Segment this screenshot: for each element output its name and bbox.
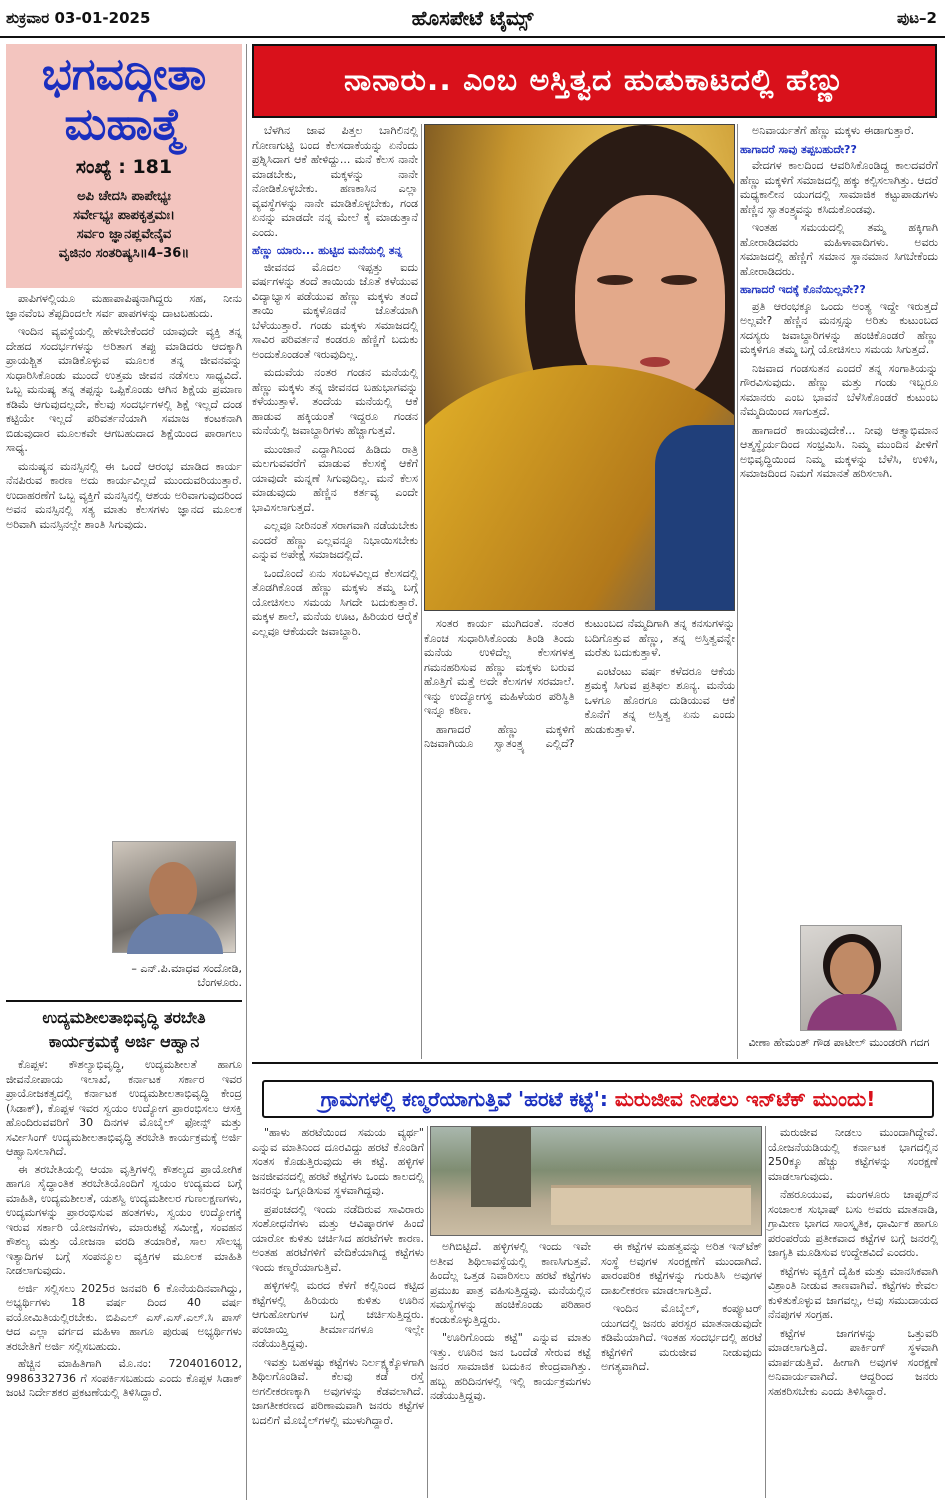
training-notice — [6, 1000, 242, 1404]
shloka-line: ವೃಜಿನಂ ಸಂತರಿಷ್ಯಸಿ॥4–36॥ — [58, 246, 190, 261]
heritage-headline — [262, 1080, 934, 1118]
subheading: ಹಾಗಾದರೆ ಸಾವು ತಪ್ಪಬಹುದೇ?? — [740, 142, 857, 156]
notice-headline-2: ಕಾರ್ಯಕ್ರಮಕ್ಕೆ ಅರ್ಜಿ ಆಹ್ವಾನ — [48, 1032, 200, 1051]
paragraph: ಕೊಪ್ಪಳ: ಕೌಶಲ್ಯಾಭಿವೃದ್ಧಿ, ಉದ್ಯಮಶೀಲತೆ ಹಾಗೂ ಜೀವನೋಪಾಯ ಇಲಾಖೆ, ಕರ್ನಾಟಕ ಸರ್ಕಾರ ಇವರ ಪ್ರಾಯೋಜಕತ್ವದಲ್ಲಿ ಕರ್ನಾಟಕ ಉದ್ಯಮಶೀಲತಾಭಿವೃದ್ಧಿ ಕೇಂದ್ರ (ಸಿಡಾಕ್), ಕೊಪ್ಪಳ ಇವರ ಸ್ವಯಂ ಉದ್ಯೋಗ ಪ್ರಾರಂಭಿಸಲು ಆಸಕ್ತಿ ಹೊಂದಿರುವವರಿಗೆ 30 ದಿನಗಳ ಮೊಬೈಲ್ ಫೋನ್ಸ್ ಮತ್ತು ಸರ್ವೀಸಿಂಗ್ ಉದ್ಯಮಶೀಲತಾಭಿವೃದ್ಧಿ ತರಬೇತಿ ಕಾರ್ಯಕ್ರಮಕ್ಕೆ ಅರ್ಜಿ ಆಹ್ವಾನಿಸಲಾಗಿದೆ. — [6, 1058, 242, 1158]
newspaper-name: ಹೊಸಪೇಟೆ ಟೈಮ್ಸ್ — [411, 6, 534, 30]
paragraph: ಪಾಪಿಗಳಲ್ಲಿಯೂ ಮಹಾಪಾಪಿಷ್ಠನಾಗಿದ್ದರು ಸಹ, ನೀನು ಜ್ಞಾನವೆಂಬ ತೆಪ್ಪದಿಂದಲೇ ಸರ್ವ ಪಾಪಗಳನ್ನು ದಾಟಬಹುದು. — [6, 292, 242, 320]
page-number: ಪುಟ–2 — [897, 9, 937, 27]
writer-name: ವೀಣಾ ಹೇಮಂತ್ ಗೌಡ ಪಾಟೀಲ್ — [748, 1036, 866, 1049]
gita-box — [6, 44, 242, 288]
author-photo — [112, 841, 236, 953]
paragraph: ನಿಜವಾದ ಗಂಡಸುತನ ಎಂದರೆ ತನ್ನ ಸಂಗಾತಿಯನ್ನು ಗೌರವಿಸುವುದು. ಹೆಣ್ಣು ಮತ್ತು ಗಂಡು ಇಬ್ಬರೂ ಸಮಾನರು ಎಂಬ ಭಾವನೆ ಬೆಳೆಸಿಕೊಂಡರೆ ಕುಟುಂಬ ನೆಮ್ಮದಿಯಿಂದ ಸಾಗುತ್ತದೆ. — [740, 361, 938, 418]
gita-title-1: ಭಗವದ್ಗೀತಾ — [41, 49, 207, 100]
writer-byline — [740, 1036, 938, 1050]
shloka-line: ಸರ್ವಂ ಜ್ಞಾನಪ್ಲವೇನೈವ — [76, 227, 172, 242]
gita-title-2: ಮಹಾತ್ಮೆ — [64, 99, 184, 150]
paragraph: ಪ್ರಪಂಚದಲ್ಲಿ ಇಂದು ನಡೆದಿರುವ ಸಾವಿರಾರು ಸಂಶೋಧನೆಗಳು ಮತ್ತು ಆವಿಷ್ಕಾರಗಳ ಹಿಂದೆ ಯಾರೋ ಕುಳಿತು ಚರ್ಚಿಸಿದ ಹರಟೆಗಳೇ ಕಾರಣ. ಅಂತಹ ಹರಟೆಗಳಿಗೆ ವೇದಿಕೆಯಾಗಿದ್ದ ಕಟ್ಟೆಗಳು ಇಂದು ಕಣ್ಮರೆಯಾಗುತ್ತಿವೆ. — [252, 1202, 424, 1274]
section-divider — [252, 1062, 938, 1064]
heritage-column-1 — [252, 1126, 424, 1432]
author-name: – ಎನ್.ಪಿ.ಮಾಧವ ಸಂದೋಡಿ, — [131, 962, 242, 975]
paragraph: ಮದುವೆಯ ನಂತರ ಗಂಡನ ಮನೆಯಲ್ಲಿ ಹೆಣ್ಣು ಮಕ್ಕಳು ತನ್ನ ಜೀವನದ ಬಹುಭಾಗವನ್ನು ಕಳೆಯುತ್ತಾಳೆ. ತಂದೆಯ ಮನೆಯಲ್ಲಿ ಆಕೆ ಹಾಡುವ ಹಕ್ಕಿಯಂತೆ ಇದ್ದರೂ ಗಂಡನ ಮನೆಯಲ್ಲಿ ಜವಾಬ್ದಾರಿಗಳು ಹೆಚ್ಚಾಗುತ್ತವೆ. — [252, 366, 418, 437]
paragraph: ಮನುಷ್ಯನ ಮನಸ್ಸಿನಲ್ಲಿ ಈ ಒಂದೆ ಆರಂಭ ಮಾಡಿದ ಕಾರ್ಯ ನೆನಪಿರುವ ಕಾರಣ ಅದು ಕಾರ್ಯವಿಲ್ಲದೆ ಮುಂದುವರಿಯುತ್ತಾರೆ. ಉದಾಹರಣೆಗೆ ಒಬ್ಬ ವ್ಯಕ್ತಿಗೆ ಮನಸ್ಸಿನಲ್ಲಿ ಆಶಯ ಅರಿವಾಗುವುದರಿಂದ ಅವನ ಮನಸ್ಸಿನಲ್ಲಿ ಸತ್ಯ ಮಾತು ಕೆಲಸಗಳು ಜ್ಞಾನದ ಮೂಲಕ ಅರಿವಾಗಿ ಮನಸ್ಸಿನಲ್ಲೇ ಶಾಂತಿ ಸಿಗುವುದು. — [6, 459, 242, 531]
gita-article — [6, 292, 242, 536]
shloka-line: ಅಪಿ ಚೇದಸಿ ಪಾಪೇಭ್ಯಃ — [77, 189, 171, 204]
paragraph: ಇಂದಿನ ವ್ಯವಸ್ಥೆಯಲ್ಲಿ ಹೇಳಬೇಕೆಂದರೆ ಯಾವುದೇ ವ್ಯಕ್ತಿ ತನ್ನ ದೇಹದ ಸಂದರ್ಭಗಳನ್ನು ಅರಿತಾಗ ತಪ್ಪು ಮಾಡಿದರು ಆದಕ್ಕಾಗಿ ಪ್ರಾಯಶ್ಚಿತ ಮಾಡಿಕೊಳ್ಳುವ ಮೂಲಕ ತನ್ನ ಜೀವನವನ್ನು ಸುಧಾರಿಸಿಕೊಂಡು ಮುಂದೆ ಉತ್ತಮ ಜೀವನ ನಡೆಸಲು ಸಾಧ್ಯವಿದೆ. ಒಬ್ಬ ಮನುಷ್ಯ ತನ್ನ ತಪ್ಪನ್ನು ಒಪ್ಪಿಕೊಂಡು ಆಗಿನ ಶಿಕ್ಷೆಯ ಪ್ರಮಾಣ ಕಡಿಮೆ ಆಗುವುದಲ್ಲದೇ, ಕೆಲವು ಸಂದರ್ಭಗಳಲ್ಲಿ ಶಿಕ್ಷೆ ಇಲ್ಲದೆ ದಂಡ ಕಟ್ಟಿಯೇ ಇಲ್ಲದೆ ಪರಿವರ್ತನೆಯಾಗಿ ಸಮಾಜ ಕಂಟಕನಾಗಿ ಬಿಡುವುದಾರ ಮೂಲಕವೇ ಆಗಬಹುದಾದ ಶಿಕ್ಷೆಯಿಂದ ಪಾರಾಗಲು ಸಾಧ್ಯ. — [6, 325, 242, 454]
subheading: ಹೆಣ್ಣು ಯಾರು... ಹುಟ್ಟಿದ ಮನೆಯಲ್ಲಿ ತನ್ನ — [252, 244, 403, 257]
paragraph: "ಹಾಳು ಹರಟೆಯಿಂದ ಸಮಯ ವ್ಯರ್ಥ" ಎನ್ನುವ ಮಾತಿನಿಂದ ದೂರವಿದ್ದು ಹರಟೆ ಕೊಂಡಿಗೆ ಸಂತಸ ಕೊಡುತ್ತಿರುವುದು ಈ ಕಟ್ಟೆ. ಹಳ್ಳಿಗಳ ಜನಜೀವನದಲ್ಲಿ ಹರಟೆ ಕಟ್ಟೆಗಳು ಒಂದು ಕಾಲದಲ್ಲಿ ಜನರನ್ನು ಒಗ್ಗೂಡಿಸುವ ಸ್ಥಳವಾಗಿದ್ದವು. — [252, 1126, 424, 1197]
paragraph: ಮರುಜೀವ ನೀಡಲು ಮುಂದಾಗಿದ್ದೇವೆ. ಯೋಜನೆಯಡಿಯಲ್ಲಿ ಕರ್ನಾಟಕ ಭಾಗದಲ್ಲಿನ 250ಕ್ಕೂ ಹೆಚ್ಚು ಕಟ್ಟೆಗಳನ್ನು ಸಂರಕ್ಷಣೆ ಮಾಡಲಾಗುವುದು. — [768, 1126, 938, 1183]
author-byline — [100, 962, 242, 990]
paragraph: ಒಂದೊಂದೆ ಏನು ಸಂಬಳವಿಲ್ಲದ ಕೆಲಸದಲ್ಲಿ ತೊಡಗಿಕೊಂಡ ಹೆಣ್ಣು ಮಕ್ಕಳು ತಮ್ಮ ಬಗ್ಗೆ ಯೋಚಿಸಲು ಸಮಯ ಸಿಗದೇ ಬದುಕುತ್ತಾರೆ. ಮಕ್ಕಳ ಶಾಲೆ, ಮನೆಯ ಊಟ, ಹಿರಿಯರ ಆರೈಕೆ ಎಲ್ಲವೂ ಆಕೆಯದೇ ಜವಾಬ್ದಾರಿ. — [252, 566, 418, 638]
issue-date: ಶುಕ್ರವಾರ 03-01-2025 — [6, 9, 151, 27]
shloka-line: ಸರ್ವೇಭ್ಯಃ ಪಾಪಕೃತ್ತಮಃ। — [73, 208, 175, 223]
woman-painting — [424, 124, 735, 611]
paragraph: ಕಟ್ಟೆಗಳು ವ್ಯಕ್ತಿಗೆ ದೈಹಿಕ ಮತ್ತು ಮಾನಸಿಕವಾಗಿ ವಿಶ್ರಾಂತಿ ನೀಡುವ ತಾಣವಾಗಿವೆ. ಕಟ್ಟೆಗಳು ಕೇವಲ ಕುಳಿತುಕೊಳ್ಳುವ ಜಾಗವಲ್ಲ, ಅವು ಸಮುದಾಯದ ನೆನಪುಗಳ ಸಂಗ್ರಹ. — [768, 1264, 938, 1321]
paragraph: ವೇದಗಳ ಕಾಲದಿಂದ ಆವರಿಸಿಕೊಂಡಿದ್ದ ಕಾಲದವರೆಗೆ ಹೆಣ್ಣು ಮಕ್ಕಳಿಗೆ ಸಮಾಜದಲ್ಲಿ ಹಕ್ಕು ಕಲ್ಪಿಸಲಾಗಿತ್ತು. ಆದರೆ ಮಧ್ಯಕಾಲೀನ ಯುಗದಲ್ಲಿ ಸಾಮಾಜಿಕ ಕಟ್ಟುಪಾಡುಗಳು ಹೆಣ್ಣಿನ ಸ್ವಾತಂತ್ರ್ಯವನ್ನು ಕಸಿದುಕೊಂಡವು. — [740, 159, 938, 216]
paragraph: ಎಂಟೆಂಟು ವರ್ಷ ಕಳೆದರೂ ಆಕೆಯ ಶ್ರಮಕ್ಕೆ ಸಿಗುವ ಪ್ರತಿಫಲ ಶೂನ್ಯ. ಮನೆಯ ಒಳಗೂ ಹೊರಗೂ ದುಡಿಯುವ ಆಕೆ ಕೊನೆಗೆ ತನ್ನ ಅಸ್ತಿತ್ವ ಏನು ಎಂದು ಹುಡುಕುತ್ತಾಳೆ. — [584, 664, 735, 736]
lead-column-3 — [740, 124, 938, 486]
paragraph: ಸಂತರ ಕಾರ್ಯ ಮುಗಿದಂತೆ. ನಂತರ ಕೊಂಚ ಸುಧಾರಿಸಿಕೊಂಡು ತಿಂಡಿ ತಿಂದು ಮನೆಯ ಉಳಿದೆಲ್ಲ ಕೆಲಸಗಳತ್ತ ಗಮನಹರಿಸುವ ಹೆಣ್ಣು ಮಕ್ಕಳು ಬರುವ ಹೊತ್ತಿಗೆ ಮತ್ತೆ ಅದೇ ಕೆಲಸಗಳ ಸರಮಾಲೆ. ಇನ್ನು ಉದ್ಯೋಗಸ್ಥ ಮಹಿಳೆಯರ ಪರಿಸ್ಥಿತಿ ಇನ್ನೂ ಕಠಿಣ. — [424, 617, 575, 717]
lead-headline: ನಾನಾರು.. ಎಂಬ ಅಸ್ತಿತ್ವದ ಹುಡುಕಾಟದಲ್ಲಿ ಹೆಣ್ಣು — [252, 44, 937, 118]
paragraph: ಮುಂಜಾನೆ ಎದ್ದಾಗಿನಿಂದ ಹಿಡಿದು ರಾತ್ರಿ ಮಲಗುವವರೆಗೆ ಮಾಡುವ ಕೆಲಸಕ್ಕೆ ಆಕೆಗೆ ಯಾವುದೇ ಮನ್ನಣೆ ಸಿಗುವುದಿಲ್ಲ. ಮನೆ ಕೆಲಸ ಮಾಡುವುದು ಹೆಣ್ಣಿನ ಕರ್ತವ್ಯ ಎಂದೇ ಭಾವಿಸಲಾಗುತ್ತದೆ. — [252, 442, 418, 514]
paragraph: ಇಂತಹ ಸಮಯದಲ್ಲಿ ತಮ್ಮ ಹಕ್ಕಿಗಾಗಿ ಹೋರಾಡಿದವರು ಮಹಿಳಾವಾದಿಗಳು. ಅವರು ಸಮಾಜದಲ್ಲಿ ಹೆಣ್ಣಿಗೆ ಸಮಾನ ಸ್ಥಾನಮಾನ ಸಿಗಬೇಕೆಂದು ಹೋರಾಡಿದರು. — [740, 221, 938, 278]
paragraph: ಜೀವನದ ಮೊದಲ ಇಪ್ಪತ್ತು ಐದು ವರ್ಷಗಳನ್ನು ತಂದೆ ತಾಯಿಯ ಜೊತೆ ಕಳೆಯುವ ವಿದ್ಯಾಭ್ಯಾಸ ಪಡೆಯುವ ಹೆಣ್ಣು ಮಕ್ಕಳು ತಂದೆ ತಾಯಿ ಮಕ್ಕಳೊಡನೆ ಜೊತೆಯಾಗಿ ಬೆಳೆಯುತ್ತಾರೆ. ಗಂಡು ಮಕ್ಕಳು ಸಮಾಜದಲ್ಲಿ ಸಾವಿರ ಪರಿವರ್ತನೆ ಕಂಡರೂ ಹೆಣ್ಣಿಗೆ ಬದುಕು ಅಂದುಕೊಂಡಂತೆ ಇರುವುದಿಲ್ಲ. — [252, 260, 418, 361]
paragraph: ಪ್ರತಿ ಆರಂಭಕ್ಕೂ ಒಂದು ಅಂತ್ಯ ಇದ್ದೇ ಇರುತ್ತದೆ ಅಲ್ಲವೇ? ಹೆಣ್ಣಿನ ಮನಸ್ಸನ್ನು ಅರಿತು ಕುಟುಂಬದ ಸದಸ್ಯರು ಜವಾಬ್ದಾರಿಗಳನ್ನು ಹಂಚಿಕೊಂಡರೆ ಹೆಣ್ಣು ಮಕ್ಕಳಿಗೂ ತಮ್ಮ ಬಗ್ಗೆ ಯೋಚಿಸಲು ಸಮಯ ಸಿಗುತ್ತದೆ. — [740, 299, 938, 356]
paragraph: ಬೆಳಗಿನ ಜಾವ ಪಿತ್ತಲ ಬಾಗಿಲಿನಲ್ಲಿ ಗೋಣಗುಟ್ಟಿ ಬಂದ ಕೆಲಸದಾಕೆಯನ್ನು ಏನೆಂದು ಪ್ರಶ್ನಿಸಿದಾಗ ಆಕೆ ಹೇಳಿದ್ದು... ಮನೆ ಕೆಲಸ ನಾನೇ ಮಾಡಬೇಕು, ಮಕ್ಕಳನ್ನು ನಾನೇ ನೋಡಿಕೊಳ್ಳಬೇಕು. ಹಣಕಾಸಿನ ಎಲ್ಲಾ ವ್ಯವಸ್ಥೆಗಳನ್ನು ನಾನೇ ಮಾಡಿಕೊಳ್ಳಬೇಕು, ಗಂಡ ಏನನ್ನು ಮಾಡದೇ ನನ್ನ ಮೇಲೆ ಕೈ ಮಾಡುತ್ತಾನೆ ಎಂದು. — [252, 124, 418, 239]
paragraph: ಅಗಿಬಿಟ್ಟಿದೆ. ಹಳ್ಳಿಗಳಲ್ಲಿ ಇಂದು ಇವೇ ಅತೀವ ಶಿಥಿಲಾವಸ್ಥೆಯಲ್ಲಿ ಕಾಣಸಿಗುತ್ತವೆ. ಹಿಂದೆಲ್ಲ ಒತ್ತಡ ನಿವಾರಿಸಲು ಹರಟೆ ಕಟ್ಟೆಗಳು ಪ್ರಮುಖ ಪಾತ್ರ ವಹಿಸುತ್ತಿದ್ದವು. ಮನೆಯಲ್ಲಿನ ಸಮಸ್ಯೆಗಳನ್ನು ಹಂಚಿಕೊಂಡು ಪರಿಹಾರ ಕಂಡುಕೊಳ್ಳುತ್ತಿದ್ದರು. — [430, 1240, 591, 1326]
paragraph: ಅರ್ಜಿ ಸಲ್ಲಿಸಲು 2025ರ ಜನವರಿ 6 ಕೊನೆಯದಿನವಾಗಿದ್ದು, ಅಭ್ಯರ್ಥಿಗಳು 18 ವರ್ಷ ದಿಂದ 40 ವರ್ಷ ವಯೋಮಿತಿಯಲ್ಲಿರಬೇಕು. ಬಿಪಿಎಲ್ ಎಸ್.ಎಸ್.ಎಲ್.ಸಿ ಪಾಸ್ ಆದ ಎಲ್ಲಾ ವರ್ಗದ ಮಹಿಳಾ ಹಾಗೂ ಪುರುಷ ಅಭ್ಯರ್ಥಿಗಳು ತರಬೇತಿಗೆ ಅರ್ಜಿ ಸಲ್ಲಿಸಬಹುದು. — [6, 1281, 242, 1353]
paragraph: ಈ ತರಬೇತಿಯಲ್ಲಿ ಆಯಾ ವೃತ್ತಿಗಳಲ್ಲಿ ಕೌಶಲ್ಯದ ಪ್ರಾಯೋಗಿಕ ಹಾಗೂ ಸೈದ್ಧಾಂತಿಕ ತರಬೇತಿಯೊಂದಿಗೆ ಸ್ವಯಂ ಉದ್ಯಮದ ಬಗ್ಗೆ ಮಾಹಿತಿ, ಉದ್ಯಮಶೀಲತೆ, ಯಶಸ್ವಿ ಉದ್ಯಮಶೀಲರ ಗುಣಲಕ್ಷಣಗಳು, ಉದ್ಯಮಗಳನ್ನು ಪ್ರಾರಂಭಿಸುವ ಹಂತಗಳು, ಸ್ವಯಂ ಉದ್ಯೋಗಕ್ಕೆ ಇರುವ ಸರ್ಕಾರಿ ಯೋಜನೆಗಳು, ಮಾರುಕಟ್ಟೆ ಸಮೀಕ್ಷೆ, ಸಂವಹನ ಕೌಶಲ್ಯ ಮತ್ತು ಯೋಜನಾ ವರದಿ ತಯಾರಿಕೆ, ಸಾಲ ಸೌಲಭ್ಯ ಇತ್ಯಾದಿಗಳ ಬಗ್ಗೆ ಸಂಪನ್ಮೂಲ ವ್ಯಕ್ತಿಗಳ ಮೂಲಕ ಮಾಹಿತಿ ನೀಡಲಾಗುವುದು. — [6, 1162, 242, 1277]
paragraph: ಕಟ್ಟೆಗಳ ಜಾಗಗಳನ್ನು ಒತ್ತುವರಿ ಮಾಡಲಾಗುತ್ತಿದೆ. ಪಾರ್ಕಿಂಗ್ ಸ್ಥಳವಾಗಿ ಮಾರ್ಪಡುತ್ತಿವೆ. ಹೀಗಾಗಿ ಅವುಗಳ ಸಂರಕ್ಷಣೆ ಅನಿವಾರ್ಯವಾಗಿದೆ. ಆದ್ದರಿಂದ ಜನರು ಸಹಕರಿಸಬೇಕು ಎಂದು ತಿಳಿಸಿದ್ದಾರೆ. — [768, 1326, 938, 1398]
notice-headline-1: ಉದ್ಯಮಶೀಲತಾಭಿವೃದ್ಧಿ ತರಬೇತಿ — [42, 1008, 206, 1027]
writer-photo — [800, 925, 902, 1031]
paragraph: ಈ ಕಟ್ಟೆಗಳ ಮಹತ್ವವನ್ನು ಅರಿತ ಇನ್‌ಟೆಕ್ ಸಂಸ್ಥೆ ಅವುಗಳ ಸಂರಕ್ಷಣೆಗೆ ಮುಂದಾಗಿದೆ. ಪಾರಂಪರಿಕ ಕಟ್ಟೆಗಳನ್ನು ಗುರುತಿಸಿ ಅವುಗಳ ದಾಖಲೀಕರಣ ಮಾಡಲಾಗುತ್ತಿದೆ. — [601, 1240, 762, 1297]
headline-part-1: ಗ್ರಾಮಗಳಲ್ಲಿ ಕಣ್ಮರೆಯಾಗುತ್ತಿವೆ 'ಹರಟೆ ಕಟ್ಟೆ': — [320, 1087, 608, 1111]
paragraph: ಎಲ್ಲವೂ ನೀರಿನಂತೆ ಸರಾಗವಾಗಿ ನಡೆಯಬೇಕು ಎಂದರೆ ಹೆಣ್ಣು ಎಲ್ಲವನ್ನೂ ನಿಭಾಯಿಸಬೇಕು ಎನ್ನುವ ಅಪೇಕ್ಷೆ ಸಮಾಜದಲ್ಲಿದೆ. — [252, 519, 418, 561]
paragraph: ಇಂದಿನ ಮೊಬೈಲ್, ಕಂಪ್ಯೂಟರ್ ಯುಗದಲ್ಲಿ ಜನರು ಪರಸ್ಪರ ಮಾತನಾಡುವುದೇ ಕಡಿಮೆಯಾಗಿದೆ. ಇಂತಹ ಸಂದರ್ಭದಲ್ಲಿ ಹರಟೆ ಕಟ್ಟೆಗಳಿಗೆ ಮರುಜೀವ ನೀಡುವುದು ಅಗತ್ಯವಾಗಿದೆ. — [601, 1302, 762, 1373]
heritage-column-3 — [768, 1126, 938, 1403]
gita-number: ಸಂಖ್ಯೆ : 181 — [75, 156, 173, 178]
paragraph: ಅನಿವಾರ್ಯತೆಗೆ ಹೆಣ್ಣು ಮಕ್ಕಳು ಈಡಾಗುತ್ತಾರೆ. — [752, 124, 915, 137]
paragraph: ಇವತ್ತು ಬಹಳಷ್ಟು ಕಟ್ಟೆಗಳು ನಿರ್ಲಕ್ಷ್ಯಕ್ಕೊಳಗಾಗಿ ಶಿಥಿಲಗೊಂಡಿವೆ. ಕೆಲವು ಕಡೆ ರಸ್ತೆ ಅಗಲೀಕರಣಕ್ಕಾಗಿ ಅವುಗಳನ್ನು ಕೆಡವಲಾಗಿದೆ. ಜಾಗತೀಕರಣದ ಪರಿಣಾಮವಾಗಿ ಜನರು ಕಟ್ಟೆಗಳ ಬದಲಿಗೆ ಮೊಬೈಲ್‌ಗಳಲ್ಲಿ ಮುಳುಗಿದ್ದಾರೆ. — [252, 1355, 424, 1427]
writer-place: ಮುಂಡರಗಿ ಗದಗ — [869, 1036, 930, 1049]
paragraph: ಹೆಚ್ಚಿನ ಮಾಹಿತಿಗಾಗಿ ಮೊ.ನಂ: 7204016012, 9986332736 ಗೆ ಸಂಪರ್ಕಿಸಬಹುದು ಎಂದು ಕೊಪ್ಪಳ ಸಿಡಾಕ್ ಜಂಟಿ ನಿರ್ದೇಶಕರ ಪ್ರಕಟಣೆಯಲ್ಲಿ ತಿಳಿಸಿದ್ದಾರೆ. — [6, 1357, 242, 1399]
lead-column-2 — [424, 617, 735, 1059]
masthead — [0, 0, 945, 38]
paragraph: ಹಾಗಾದರೆ ಕಾಯುವುದೇಕೆ... ನೀವು ಆತ್ಮಾಭಿಮಾನ ಆತ್ಮಸ್ಥೈರ್ಯದಿಂದ ಸಂಭ್ರಮಿಸಿ. ನಿಮ್ಮ ಮುಂದಿನ ಪೀಳಿಗೆ ಅಭಿವೃದ್ಧಿಯಿಂದ ನಿಮ್ಮ ಮಕ್ಕಳನ್ನು ಬೆಳೆಸಿ, ಉಳಿಸಿ, ಸಮಾಜದಿಂದ ನಿಮಗೆ ಸಮಾನತೆ ಹರಿಸಲಾಗಿ. — [740, 423, 938, 480]
paragraph: ಹಳ್ಳಿಗಳಲ್ಲಿ ಮರದ ಕೆಳಗೆ ಕಲ್ಲಿನಿಂದ ಕಟ್ಟಿದ ಕಟ್ಟೆಗಳಲ್ಲಿ ಹಿರಿಯರು ಕುಳಿತು ಊರಿನ ಆಗುಹೋಗುಗಳ ಬಗ್ಗೆ ಚರ್ಚಿಸುತ್ತಿದ್ದರು. ಪಂಚಾಯ್ತಿ ತೀರ್ಮಾನಗಳೂ ಇಲ್ಲೇ ನಡೆಯುತ್ತಿದ್ದವು. — [252, 1279, 424, 1350]
paragraph: ನೆಹರೂಯುವ, ಮಂಗಳೂರು ಚಾಪ್ಟರ್‌ನ ಸಂಚಾಲಕ ಸುಭಾಷ್ ಬಸು ಅವರು ಮಾತನಾಡಿ, ಗ್ರಾಮೀಣ ಭಾಗದ ಸಾಂಸ್ಕೃತಿಕ, ಧಾರ್ಮಿಕ ಹಾಗೂ ಪರಂಪರೆಯ ಪ್ರತೀಕವಾದ ಕಟ್ಟೆಗಳ ಬಗ್ಗೆ ಜನರಲ್ಲಿ ಜಾಗೃತಿ ಮೂಡಿಸುವ ಉದ್ದೇಶವಿದೆ ಎಂದರು. — [768, 1188, 938, 1259]
paragraph: ಹಾಗಾದರೆ ಹೆಣ್ಣು ಮಕ್ಕಳಿಗೆ ನಿಜವಾಗಿಯೂ ಸ್ವಾತಂತ್ರ್ಯ ಎಲ್ಲಿದೆ? ಕುಟುಂಬದ ನೆಮ್ಮದಿಗಾಗಿ ತನ್ನ ಕನಸುಗಳನ್ನು ಬದಿಗೊತ್ತುವ ಹೆಣ್ಣು, ತನ್ನ ಅಸ್ತಿತ್ವವನ್ನೇ ಮರೆತು ಬದುಕುತ್ತಾಳೆ. — [424, 617, 735, 750]
lead-column-1 — [252, 124, 418, 643]
notice-body — [6, 1058, 242, 1401]
paragraph: "ಊರಿಗೊಂದು ಕಟ್ಟೆ" ಎನ್ನುವ ಮಾತು ಇತ್ತು. ಊರಿನ ಜನ ಒಂದೆಡೆ ಸೇರುವ ಕಟ್ಟೆ ಜನರ ಸಾಮಾಜಿಕ ಬದುಕಿನ ಕೇಂದ್ರವಾಗಿತ್ತು. ಹಬ್ಬ ಹರಿದಿನಗಳಲ್ಲಿ ಇಲ್ಲಿ ಕಾರ್ಯಕ್ರಮಗಳು ನಡೆಯುತ್ತಿದ್ದವು. — [430, 1331, 591, 1402]
author-place: ಬೆಂಗಳೂರು. — [197, 976, 242, 989]
katte-photo — [430, 1126, 762, 1236]
heritage-column-2 — [430, 1240, 762, 1498]
gita-shloka — [14, 188, 234, 263]
subheading: ಹಾಗಾದರೆ ಇದಕ್ಕೆ ಕೊನೆಯಿಲ್ಲವೇ?? — [740, 283, 866, 296]
headline-part-2: ಮರುಜೀವ ನೀಡಲು ಇನ್‌ಟೆಕ್ ಮುಂದು! — [614, 1087, 876, 1111]
